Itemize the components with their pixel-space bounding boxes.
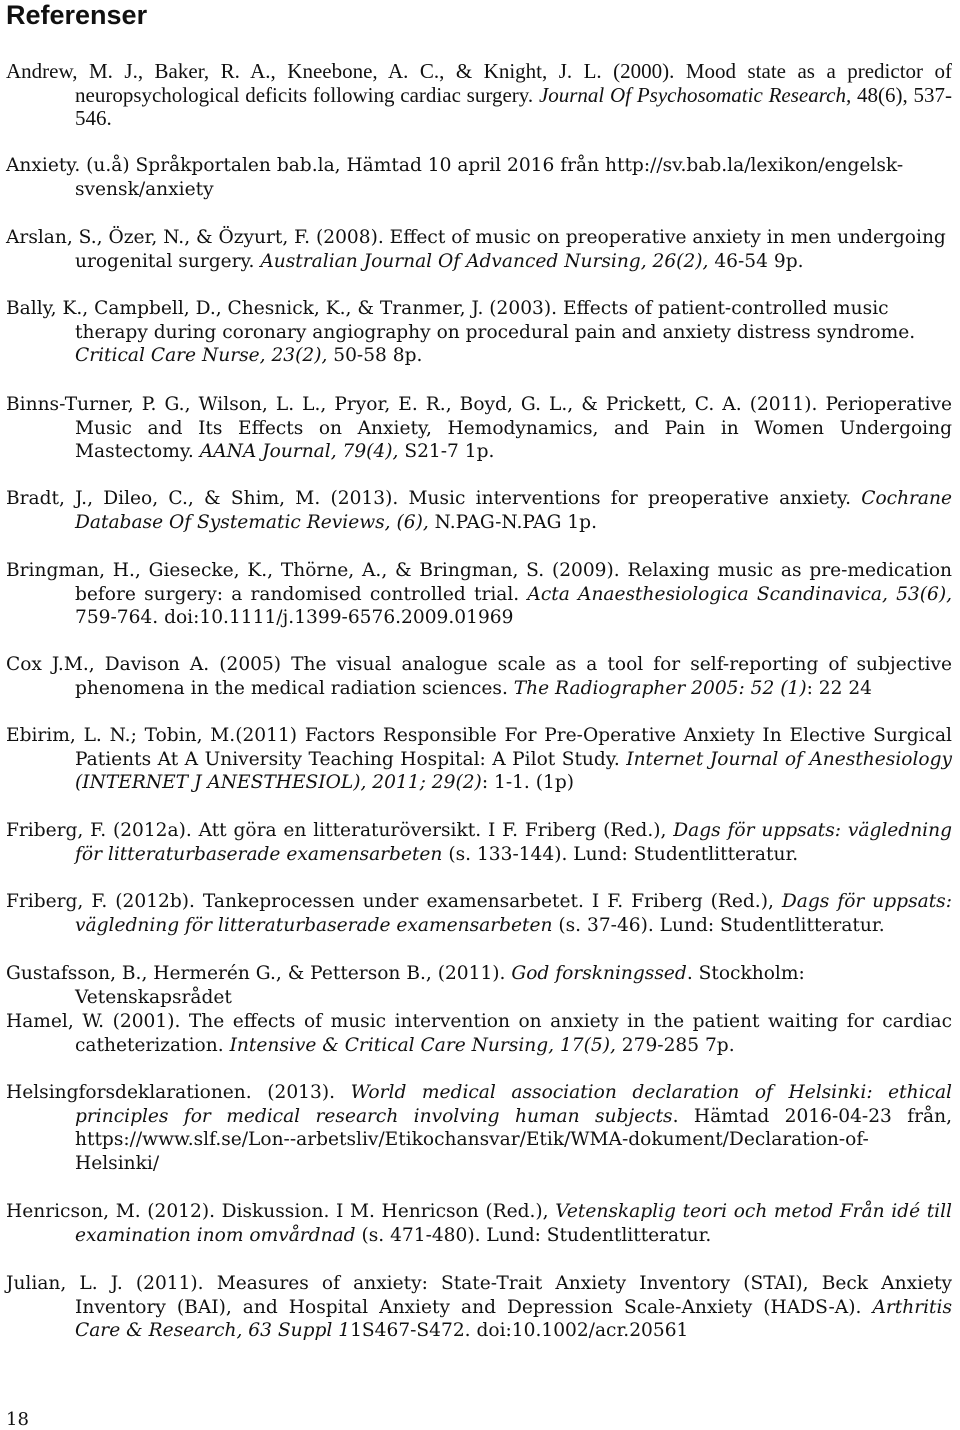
reference-helsingforsdeklarationen: Helsingforsdeklarationen. (2013). World medical association declaration of Helsinki: ethical principles for medical research involving human subjects. Hämtad 2016-04-23 från, https://www.slf.se/Lon--arbetsliv/Etikochansvar/Etik/WMA-dokument/Declaration-of-Helsinki/ <box>6 1082 953 1174</box>
reference-bradt: Bradt, J., Dileo, C., & Shim, M. (2013). Music interventions for preoperative anxiety. Cochrane Database Of Systematic Reviews, (6), N.PAG-N.PAG 1p. <box>6 488 952 533</box>
reference-ebirim: Ebirim, L. N.; Tobin, M.(2011) Factors Responsible For Pre-Operative Anxiety In Elective Surgical Patients At A University Teaching Hospital: A Pilot Study. Internet Journal of Anesthesiology (INTERNET J ANESTHESIOL), 2011; 29(2): 1-1. (1p) <box>6 725 953 794</box>
reference-hamel: Hamel, W. (2001). The effects of music intervention on anxiety in the patient waiting for cardiac catheterization. Intensive & Critical Care Nursing, 17(5), 279-285 7p. <box>6 1011 952 1056</box>
reference-friberg-2012a: Friberg, F. (2012a). Att göra en litteraturöversikt. I F. Friberg (Red.), Dags för uppsats: vägledning för litteraturbaserade examensarbeten (s. 133-144). Lund: Studentlitteratur. <box>6 820 953 865</box>
reference-gustafsson: Gustafsson, B., Hermerén G., & Petterson B., (2011). God forskningssed. Stockholm: Vetenskapsrådet <box>6 963 805 1008</box>
reference-andrew: Andrew, M. J., Baker, R. A., Kneebone, A. C., & Knight, J. L. (2000). Mood state as a predictor of neuropsychological deficits following cardiac surgery. Journal Of Psychosomatic Research, 48(6), 537-546. <box>6 59 952 131</box>
page-number: 18 <box>6 1409 29 1430</box>
reference-bally: Bally, K., Campbell, D., Chesnick, K., & Tranmer, J. (2003). Effects of patient-controlled music therapy during coronary angiography on procedural pain and anxiety distress syndrome. Critical Care Nurse, 23(2), 50-58 8p. <box>6 298 916 367</box>
reference-henricson: Henricson, M. (2012). Diskussion. I M. Henricson (Red.), Vetenskaplig teori och metod Från idé till examination inom omvårdnad (s. 471-480). Lund: Studentlitteratur. <box>6 1201 953 1246</box>
reference-bringman: Bringman, H., Giesecke, K., Thörne, A., & Bringman, S. (2009). Relaxing music as pre-medication before surgery: a randomised controlled trial. Acta Anaesthesiologica Scandinavica, 53(6), 759-764. doi:10.1111/j.1399-6576.2009.01969 <box>6 560 952 629</box>
reference-binns-turner: Binns-Turner, P. G., Wilson, L. L., Pryor, E. R., Boyd, G. L., & Prickett, C. A. (2011). Perioperative Music and Its Effects on Anxiety, Hemodynamics, and Pain in Women Undergoing Mastectomy. AANA Journal, 79(4), S21-7 1p. <box>6 394 952 463</box>
reference-friberg-2012b: Friberg, F. (2012b). Tankeprocessen under examensarbetet. I F. Friberg (Red.), Dags för uppsats: vägledning för litteraturbaserade examensarbeten (s. 37-46). Lund: Studentlitteratur. <box>6 891 952 936</box>
page-heading: Referenser <box>6 0 148 30</box>
reference-arslan: Arslan, S., Özer, N., & Özyurt, F. (2008). Effect of music on preoperative anxiety in men undergoing urogenital surgery. Australian Journal Of Advanced Nursing, 26(2), 46-54 9p. <box>6 227 946 272</box>
reference-cox: Cox J.M., Davison A. (2005) The visual analogue scale as a tool for self-reporting of subjective phenomena in the medical radiation sciences. The Radiographer 2005: 52 (1): 22 24 <box>6 654 952 699</box>
reference-anxiety: Anxiety. (u.å) Språkportalen bab.la, Hämtad 10 april 2016 från http://sv.bab.la/lexikon/engelsk-svensk/anxiety <box>6 155 904 200</box>
reference-julian: Julian, L. J. (2011). Measures of anxiety: State-Trait Anxiety Inventory (STAI), Beck Anxiety Inventory (BAI), and Hospital Anxiety and Depression Scale-Anxiety (HADS-A). Arthritis Care & Research, 63 Suppl 11S467-S472. doi:10.1002/acr.20561 <box>6 1273 952 1342</box>
